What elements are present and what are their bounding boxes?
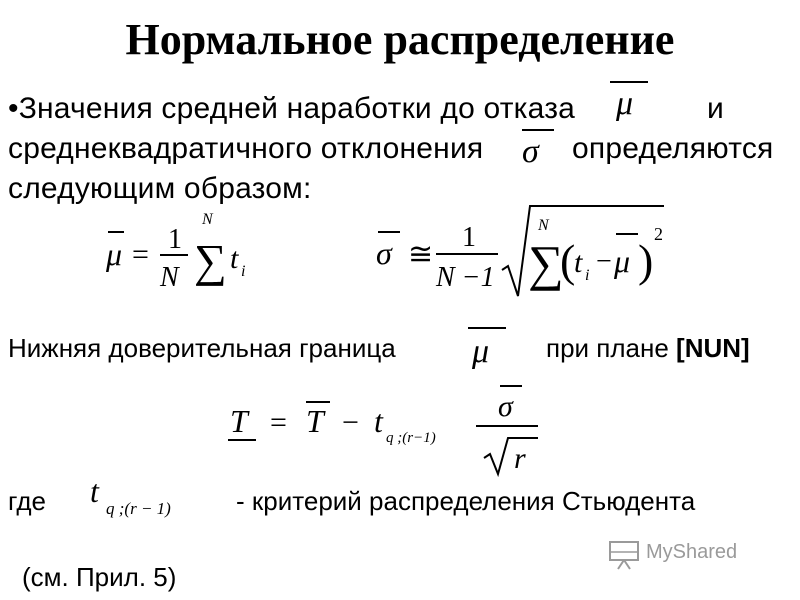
lower-bound-formula (222, 378, 552, 478)
svg-text:μ: μ (472, 333, 490, 370)
watermark (608, 540, 738, 575)
svg-text:t: t (374, 403, 383, 439)
bullet-text-2: среднеквадратичного отклонения (8, 132, 484, 165)
presentation-board-icon (608, 540, 642, 570)
svg-text:=: = (270, 406, 287, 439)
bullet-conj: и (707, 92, 724, 125)
svg-text:N −1: N −1 (436, 262, 495, 293)
where-description: - критерий распределения Стьюдента (236, 486, 696, 516)
svg-text:T: T (306, 403, 324, 439)
svg-text:=: = (132, 238, 149, 271)
svg-text:≅: ≅ (408, 238, 434, 271)
svg-text:σ: σ (376, 235, 392, 271)
svg-text:N: N (160, 262, 179, 292)
plan-text: при плане (546, 333, 677, 363)
svg-text:(: ( (560, 235, 576, 286)
student-t-symbol (86, 474, 210, 528)
bullet-text-3: следующим образом: (8, 172, 312, 205)
svg-text:1: 1 (462, 222, 476, 253)
svg-text:N: N (202, 211, 213, 228)
mu-bar-symbol (608, 78, 656, 124)
svg-text:r: r (514, 442, 526, 475)
svg-text:−: − (342, 406, 359, 439)
svg-text:q ;(r−1): q ;(r−1) (386, 430, 436, 446)
svg-text:i: i (585, 267, 590, 284)
svg-text:N: N (538, 217, 549, 234)
bullet-text-2b: определяются (572, 132, 774, 165)
svg-text:i: i (241, 263, 246, 280)
mean-formula (96, 210, 266, 292)
svg-text:∑: ∑ (194, 235, 227, 286)
svg-text:t: t (230, 242, 239, 275)
mu-bar-symbol-2 (462, 322, 512, 372)
bullet-line-1 (8, 92, 575, 126)
svg-text:1: 1 (168, 224, 182, 255)
plan-code: [NUN] (676, 333, 750, 363)
svg-text:T: T (230, 403, 248, 439)
svg-text:∑: ∑ (528, 235, 564, 291)
svg-text:σ: σ (522, 133, 539, 170)
bullet-text-1: Значения средней наработки до отказа (18, 92, 576, 125)
svg-text:−: − (596, 246, 612, 277)
svg-text:q ;(r − 1): q ;(r − 1) (106, 499, 171, 518)
lower-bound-label: Нижняя доверительная граница (8, 333, 396, 363)
svg-text:t: t (574, 246, 583, 279)
svg-text:σ: σ (498, 390, 513, 423)
svg-text:μ: μ (616, 85, 634, 122)
watermark-brand: MyShared (646, 541, 738, 563)
plan-line (546, 333, 750, 364)
svg-text:μ: μ (614, 243, 631, 279)
svg-text:): ) (638, 235, 654, 286)
svg-text:2: 2 (654, 224, 663, 244)
bullet-marker: • (8, 92, 19, 125)
svg-text:t: t (90, 474, 99, 509)
where-label: где (8, 486, 46, 516)
appendix-reference: (см. Прил. 5) (22, 562, 177, 592)
page-title: Нормальное распределение (125, 15, 675, 64)
stddev-formula (372, 200, 672, 304)
svg-text:μ: μ (106, 236, 123, 272)
sigma-bar-symbol (516, 126, 560, 170)
